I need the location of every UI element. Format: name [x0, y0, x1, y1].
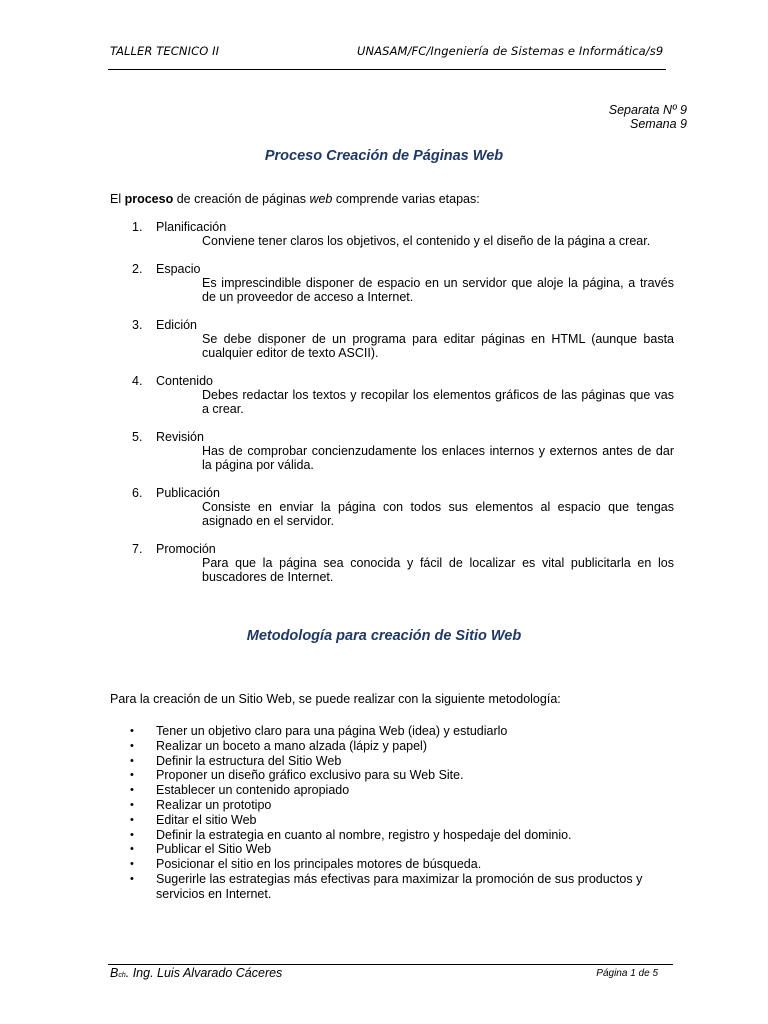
list-item — [110, 842, 670, 857]
stage-number: 7. — [132, 542, 143, 556]
stage-description: Se debe disponer de un programa para editar páginas en HTML (aunque basta cualquier editor de texto ASCII). — [202, 332, 674, 360]
stage-description: Consiste en enviar la página con todos sus elementos al espacio que tengas asignado en el servidor. — [202, 500, 674, 528]
stage-description: Has de comprobar concienzudamente los enlaces internos y externos antes de dar la página por válida. — [202, 444, 674, 472]
methodology-intro: Para la creación de un Sitio Web, se puede realizar con la siguiente metodología: — [110, 692, 561, 706]
stage-name: Revisión — [156, 430, 204, 444]
list-item-text: Definir la estrategia en cuanto al nombre, registro y hospedaje del dominio. — [156, 827, 572, 842]
stage-name: Edición — [156, 318, 197, 332]
intro-bold-word: proceso — [124, 192, 174, 206]
bullet-icon: • — [130, 725, 134, 737]
list-item — [110, 857, 670, 872]
list-item — [110, 872, 670, 902]
header-course: TALLER TECNICO II — [110, 44, 220, 58]
bullet-icon: • — [130, 769, 134, 782]
stage-description: Es imprescindible disponer de espacio en un servidor que aloje la página, a través de un proveedor de acceso a Internet. — [202, 276, 674, 304]
list-item-text: Sugerirle las estrategias más efectivas para maximizar la promoción de sus productos y servicios en Internet. — [156, 871, 643, 901]
list-item — [110, 739, 670, 754]
list-item — [110, 783, 670, 798]
list-item — [110, 768, 670, 783]
footer-author — [110, 966, 282, 980]
header-divider — [108, 69, 666, 70]
bullet-icon: • — [130, 813, 134, 826]
list-item-text: Proponer un diseño gráfico exclusivo para su Web Site. — [156, 768, 464, 783]
stage-number: 1. — [132, 220, 143, 234]
separata-week: Semana 9 — [630, 117, 687, 131]
bullet-icon: • — [130, 739, 134, 752]
list-item-text: Tener un objetivo claro para una página Web (idea) y estudiarlo — [156, 724, 508, 738]
list-item — [110, 813, 670, 828]
footer-divider — [108, 964, 673, 965]
methodology-list — [110, 724, 670, 902]
stage-item — [110, 542, 674, 584]
stage-name: Publicación — [156, 486, 220, 500]
footer-page-number: Página 1 de 5 — [596, 968, 658, 979]
list-item — [110, 828, 670, 843]
bullet-icon: • — [130, 754, 134, 767]
list-item-text: Realizar un prototipo — [156, 797, 272, 812]
bullet-icon: • — [130, 872, 134, 885]
bullet-icon: • — [130, 828, 134, 841]
intro-text: de creación de páginas — [173, 192, 310, 206]
stages-list — [110, 220, 674, 598]
list-item — [110, 754, 670, 769]
stage-description: Debes redactar los textos y recopilar los elementos gráficos de las páginas que vas a crear. — [202, 388, 674, 416]
stage-description: Conviene tener claros los objetivos, el contenido y el diseño de la página a crear. — [202, 234, 651, 248]
bullet-icon: • — [130, 843, 134, 856]
bullet-icon: • — [130, 784, 134, 797]
stage-number: 4. — [132, 374, 143, 388]
stage-name: Espacio — [156, 262, 201, 276]
list-item-text: Posicionar el sitio en los principales motores de búsqueda. — [156, 857, 482, 872]
stage-number: 3. — [132, 318, 143, 332]
stage-number: 5. — [132, 430, 143, 444]
section-title-metodologia: Metodología para creación de Sitio Web — [246, 628, 522, 644]
intro-text: El — [110, 192, 125, 206]
author-initial: B — [110, 966, 119, 980]
stage-name: Promoción — [156, 542, 216, 556]
bullet-icon: • — [130, 858, 134, 871]
stage-item — [110, 486, 674, 528]
stage-item — [110, 430, 674, 472]
header-institution: UNASAM/FC/Ingeniería de Sistemas e Informática/s9 — [357, 44, 664, 58]
separata-number: Separata Nº 9 — [608, 103, 687, 117]
stage-name: Planificación — [156, 220, 227, 234]
intro-text: comprende varias etapas: — [332, 192, 480, 206]
section-intro — [110, 192, 480, 206]
list-item-text: Publicar el Sitio Web — [156, 842, 272, 857]
stage-item — [110, 318, 674, 360]
stage-number: 6. — [132, 486, 143, 500]
stage-number: 2. — [132, 262, 143, 276]
stage-name: Contenido — [156, 374, 213, 388]
list-item — [110, 798, 670, 813]
intro-italic-word: web — [309, 192, 333, 206]
author-subscript: ch — [118, 972, 126, 979]
list-item-text: Establecer un contenido apropiado — [156, 783, 350, 798]
stage-item — [110, 374, 674, 416]
list-item-text: Editar el sitio Web — [156, 812, 257, 827]
author-name: . Ing. Luis Alvarado Cáceres — [125, 966, 283, 980]
list-item — [110, 724, 670, 739]
stage-description: Para que la página sea conocida y fácil de localizar es vital publicitarla en los buscadores de Internet. — [202, 556, 674, 584]
section-title-proceso: Proceso Creación de Páginas Web — [264, 148, 504, 164]
list-item-text: Realizar un boceto a mano alzada (lápiz y papel) — [156, 738, 427, 753]
stage-item — [110, 262, 674, 304]
list-item-text: Definir la estructura del Sitio Web — [156, 753, 342, 768]
stage-item — [110, 220, 674, 248]
bullet-icon: • — [130, 798, 134, 811]
